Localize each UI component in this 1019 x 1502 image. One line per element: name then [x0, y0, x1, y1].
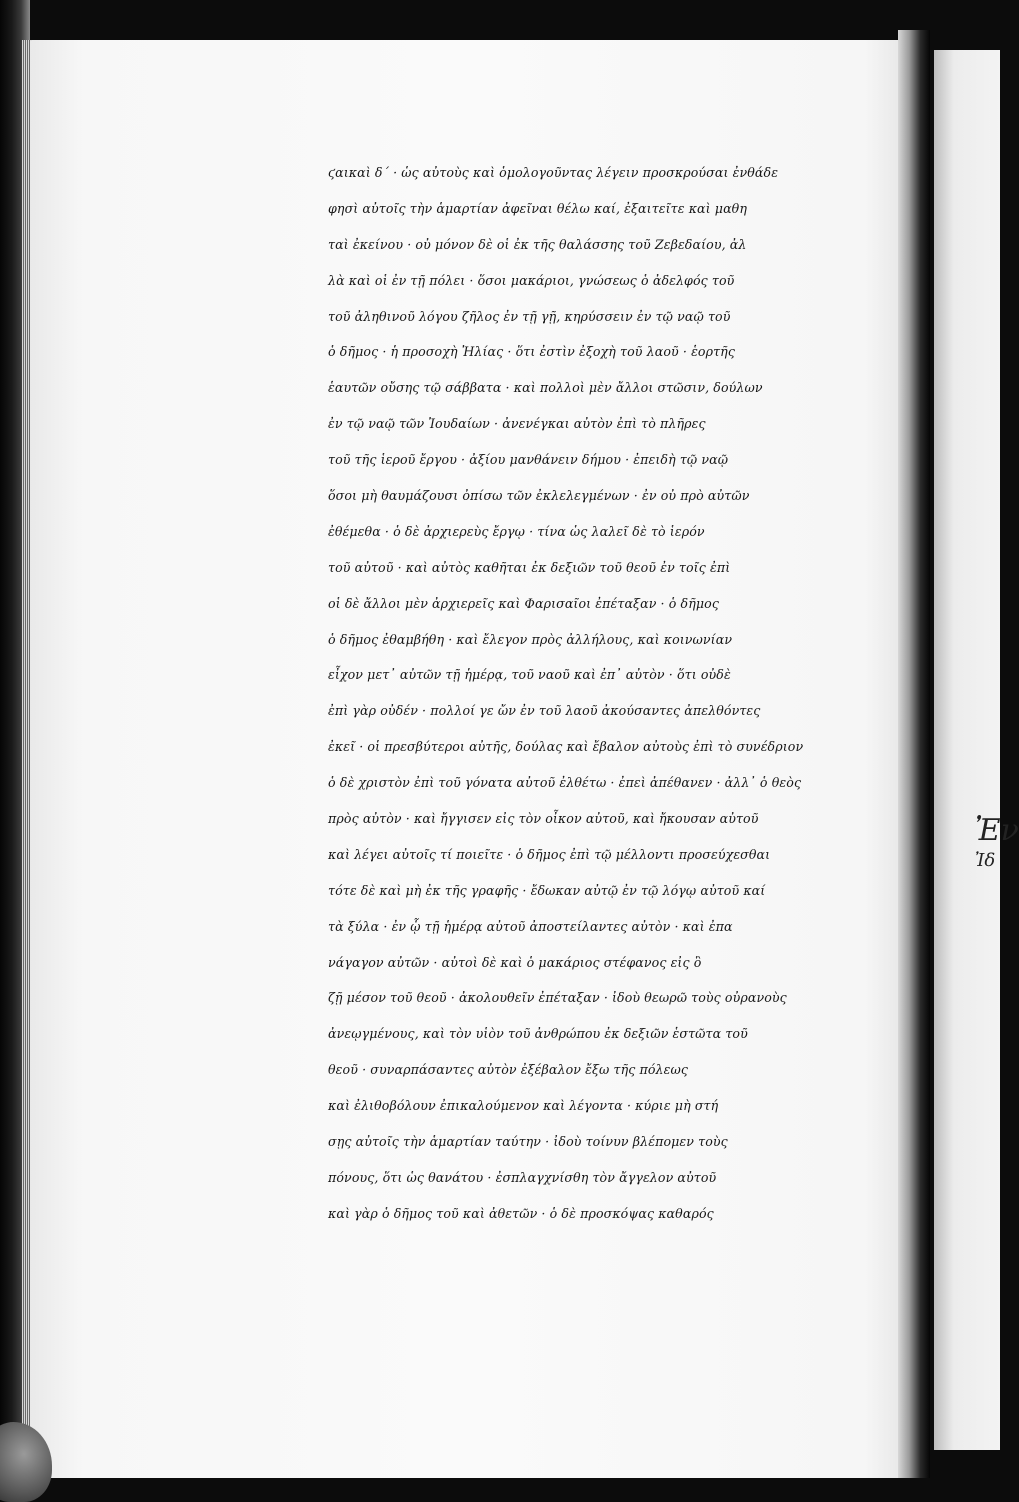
facing-page-text [975, 813, 1019, 878]
manuscript-line: ἐν τῷ ναῷ τῶν Ἰουδαίων · ἀνενέγκαι αὐτὸν ἐπὶ τὸ πλῆρες [328, 416, 706, 432]
manuscript-line: θεοῦ · συναρπάσαντες αὐτὸν ἐξέβαλον ἔξω τῆς πόλεως [328, 1062, 689, 1078]
manuscript-line: νάγαγον αὐτῶν · αὐτοὶ δὲ καὶ ὁ μακάριος στέφανος εἰς ὃ [328, 954, 702, 970]
manuscript-line: ὁ δῆμος · ἡ προσοχὴ Ἠλίας · ὅτι ἐστὶν ἐξοχὴ τοῦ λαοῦ · ἑορτῆς [328, 344, 735, 360]
manuscript-line: τοῦ αὐτοῦ · καὶ αὐτὸς καθῆται ἐκ δεξιῶν τοῦ θεοῦ ἐν τοῖς ἐπὶ [328, 559, 731, 575]
manuscript-line: λὰ καὶ οἱ ἐν τῇ πόλει · ὅσοι μακάριοι, γνώσεως ὁ ἀδελφός τοῦ [328, 272, 735, 288]
manuscript-line: τοῦ τῆς ἱεροῦ ἔργου · ἀξίου μανθάνειν δήμου · ἐπειδὴ τῷ ναῷ [328, 452, 729, 468]
manuscript-line: πόνους, ὅτι ὡς θανάτου · ἐσπλαγχνίσθη τὸν ἄγγελον αὐτοῦ [328, 1169, 717, 1185]
facing-page [934, 50, 1019, 1450]
manuscript-line: καὶ λέγει αὐτοῖς τί ποιεῖτε · ὁ δῆμος ἐπὶ τῷ μέλλοντι προσεύχεσθαι [328, 846, 771, 862]
page-gutter [898, 30, 930, 1478]
manuscript-line: ὁ δῆμος ἐθαμβήθη · καὶ ἔλεγον πρὸς ἀλλήλους, καὶ κοινωνίαν [328, 631, 733, 647]
manuscript-line: ὁ δὲ χριστὸν ἐπὶ τοῦ γόνατα αὐτοῦ ἐλθέτω · ἐπεὶ ἀπέθανεν · ἀλλ᾽ ὁ θεὸς [328, 775, 802, 791]
manuscript-line: τοῦ ἀληθινοῦ λόγου ζῆλος ἐν τῇ γῇ, κηρύσσειν ἐν τῷ ναῷ τοῦ [328, 308, 731, 324]
manuscript-line: πρὸς αὐτὸν · καὶ ἤγγισεν εἰς τὸν οἶκον αὐτοῦ, καὶ ἤκουσαν αὐτοῦ [328, 811, 759, 827]
manuscript-line: καὶ ἐλιθοβόλουν ἐπικαλούμενον καὶ λέγοντα · κύριε μὴ στή [328, 1098, 719, 1114]
manuscript-text-block [328, 155, 858, 1232]
manuscript-line: φησὶ αὐτοῖς τὴν ἁμαρτίαν ἀφεῖναι θέλω καί, ἐξαιτεῖτε καὶ μαθη [328, 200, 748, 216]
manuscript-line: οἱ δὲ ἄλλοι μὲν ἀρχιερεῖς καὶ Φαρισαῖοι ἐπέταξαν · ὁ δῆμος [328, 595, 719, 611]
manuscript-line: ϛαικαὶ δ΄ · ὡς αὐτοὺς καὶ ὁμολογοῦντας λέγειν προσκρούσαι ἐνθάδε [328, 165, 779, 180]
manuscript-line: τὰ ξύλα · ἐν ᾧ τῇ ἡμέρᾳ αὐτοῦ ἀποστείλαντες αὐτὸν · καὶ ἐπα [328, 918, 733, 934]
manuscript-line: ταὶ ἐκείνου · οὐ μόνον δὲ οἱ ἐκ τῆς θαλάσσης τοῦ Ζεβεδαίου, ἀλ [328, 236, 747, 252]
manuscript-line: εἶχον μετ᾽ αὐτῶν τῇ ἡμέρᾳ, τοῦ ναοῦ καὶ ἐπ᾽ αὐτὸν · ὅτι οὐδὲ [328, 667, 731, 683]
manuscript-line: καὶ γὰρ ὁ δῆμος τοῦ καὶ ἀθετῶν · ὁ δὲ προσκόψας καθαρός [328, 1205, 714, 1221]
manuscript-line: ἐπὶ γὰρ οὐδέν · πολλοί γε ὤν ἐν τοῦ λαοῦ ἀκούσαντες ἀπελθόντες [328, 703, 761, 719]
facing-page-fragment: Ἰδ [975, 850, 996, 871]
manuscript-line: ἐθέμεθα · ὁ δὲ ἀρχιερεὺς ἔργῳ · τίνα ὡς λαλεῖ δὲ τὸ ἱερόν [328, 523, 705, 539]
manuscript-line: ἀνεῳγμένους, καὶ τὸν υἱὸν τοῦ ἀνθρώπου ἐκ δεξιῶν ἑστῶτα τοῦ [328, 1026, 748, 1042]
manuscript-line: ἑαυτῶν οὔσης τῷ σάββατα · καὶ πολλοὶ μὲν ἄλλοι στῶσιν, δούλων [328, 380, 763, 396]
manuscript-line: σῃς αὐτοῖς τὴν ἁμαρτίαν ταύτην · ἰδοὺ τοίνυν βλέπομεν τοὺς [328, 1134, 728, 1150]
manuscript-line: ζῇ μέσον τοῦ θεοῦ · ἀκολουθεῖν ἐπέταξαν · ἰδοὺ θεωρῶ τοὺς οὐρανοὺς [328, 990, 787, 1006]
manuscript-line: ὅσοι μὴ θαυμάζουσι ὀπίσω τῶν ἐκλελεγμένων · ἐν οὐ πρὸ αὐτῶν [328, 488, 750, 504]
manuscript-line: τότε δὲ καὶ μὴ ἐκ τῆς γραφῆς · ἔδωκαν αὐτῷ ἐν τῷ λόγῳ αὐτοῦ καί [328, 882, 766, 898]
manuscript-line: ἐκεῖ · οἱ πρεσβύτεροι αὐτῆς, δούλας καὶ ἔβαλον αὐτοὺς ἐπὶ τὸ συνέδριον [328, 739, 804, 755]
facing-page-initial: Ἐν [975, 813, 1019, 848]
